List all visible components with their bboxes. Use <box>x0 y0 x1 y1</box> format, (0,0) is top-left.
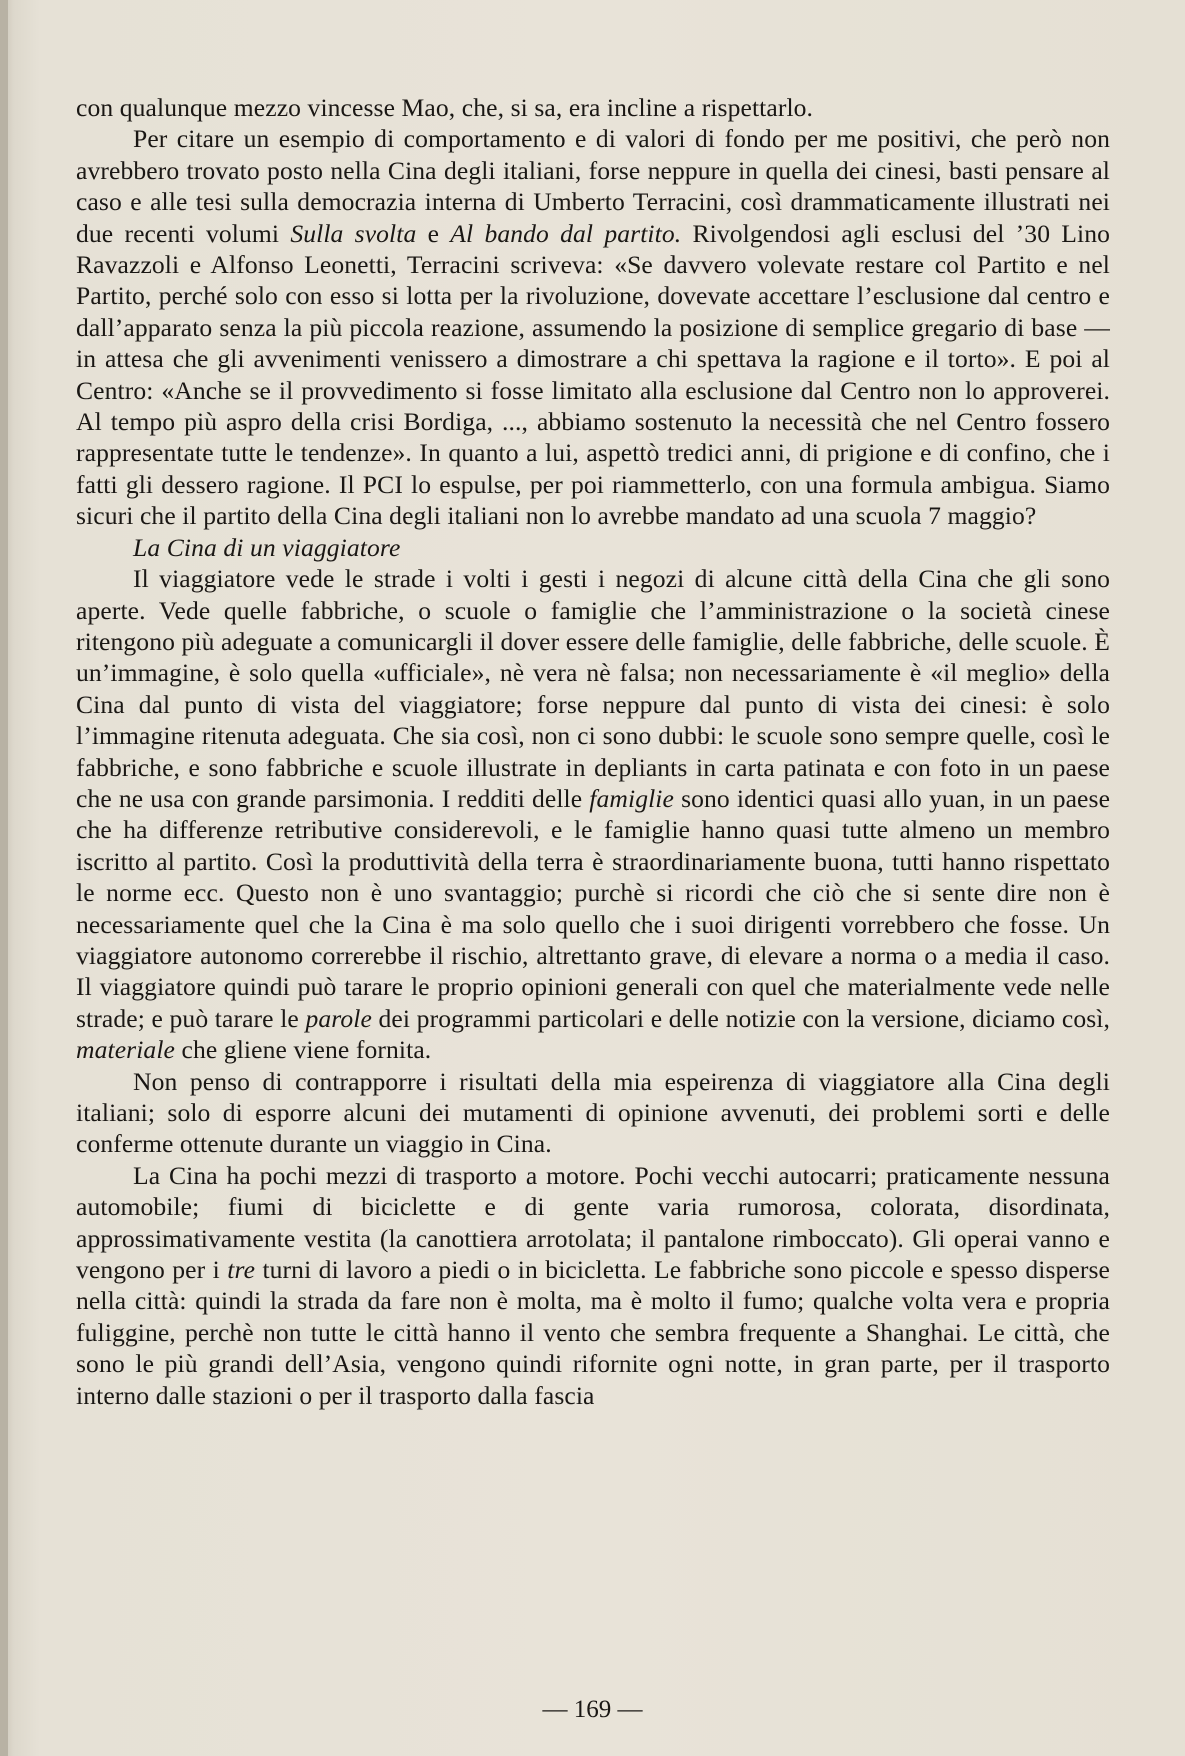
emphasis-famiglie: famiglie <box>589 783 674 813</box>
page-binding-edge <box>0 0 8 1756</box>
book-title-al-bando: Al bando dal partito. <box>450 218 682 248</box>
paragraph-viaggiatore-c: dei programmi particolari e delle notizie con la versione, diciamo così, <box>378 1003 1110 1033</box>
paragraph-continuation: con qualunque mezzo vincesse Mao, che, si sa, era incline a rispettarlo. <box>76 93 814 122</box>
conjunction: e <box>427 218 440 248</box>
paragraph-viaggiatore-d: che gliene viene fornita. <box>181 1035 432 1065</box>
section-heading: La Cina di un viaggiatore <box>133 532 401 562</box>
paragraph-esperienza: Non penso di contrapporre i risultati della mia espeirenza di viaggiatore alla Cina degli italiani; solo di esporre alcuni dei mutamenti di opinione avvenuti, dei problemi sorti e delle conferme ottenute durante un viaggio in Cina. <box>76 1066 1110 1159</box>
body-text <box>76 92 1110 1411</box>
book-title-sulla-svolta: Sulla svolta <box>290 218 417 248</box>
emphasis-tre: tre <box>227 1255 256 1285</box>
paragraph-trasporto-b: turni di lavoro a piedi o in bicicletta. Le fabbriche sono piccole e spesso disperse nella città: quindi la strada da fare non è molta, ma è molto il fumo; qualche volta vera e propria fuliggine, perchè non tutte le città hanno il vento che sembra frequente a Shanghai. Le città, che sono le più grandi dell’Asia, vengono quindi rifornite ogni notte, in gran parte, per il trasporto interno dalle stazioni o per il trasporto dalla fascia <box>76 1255 1111 1410</box>
paragraph-trasporto <box>76 1160 1110 1411</box>
paragraph-trasporto-a: La Cina ha pochi mezzi di trasporto a motore. Pochi vecchi autocarri; praticamente nessuna automobile; fiumi di biciclette e di gente varia rumorosa, colorata, disordinata, approssimativamente vestita (la canottiera arrotolata; il pantalone rimboccato). Gli operai vanno e vengono per i <box>76 1160 1110 1285</box>
paragraph-viaggiatore <box>76 563 1110 1066</box>
page-number: — 169 — <box>542 1696 643 1723</box>
emphasis-materiale: materiale <box>76 1035 175 1065</box>
paragraph-viaggiatore-a: Il viaggiatore vede le strade i volti i gesti i negozi di alcune città della Cina che gli sono aperte. Vede quelle fabbriche, o scuole o famiglie che l’amministrazione o la società cinese ritengono più adeguate a comunicargli il dover essere delle famiglie, delle fabbriche, delle scuole. È un’immagine, è solo quella «ufficiale», nè vera nè falsa; non necessariamente è «il meglio» della Cina dal punto di vista del viaggiatore; forse neppure dal punto di vista dei cinesi: è solo l’immagine ritenuta adeguata. Che sia così, non ci sono dubbi: le scuole sono sempre quelle, così le fabbriche, e sono fabbriche e scuole illustrate in depliants in carta patinata e con foto in un paese che ne usa con grande parsimonia. I redditi delle <box>76 564 1110 813</box>
paragraph-terracini <box>76 123 1110 531</box>
paragraph-viaggiatore-b: sono identici quasi allo yuan, in un paese che ha differenze retributive considerevoli, e le famiglie hanno quasi tutte almeno un membro iscritto al partito. Così la produttività della terra è straordinariamente buona, tutti hanno rispettato le norme ecc. Questo non è uno svantaggio; purchè si ricordi che ciò che si sente dire non è necessariamente quel che la Cina è ma solo quello che i suoi dirigenti vorrebbero che fosse. Un viaggiatore autonomo correrebbe il rischio, altrettanto grave, di elevare a norma o a media il caso. Il viaggiatore quindi può tarare le proprio opinioni generali con quel che materialmente vede nelle strade; e può tarare le <box>76 783 1111 1033</box>
emphasis-parole: parole <box>305 1003 372 1033</box>
paragraph-terracini-rest: Rivolgendosi agli esclusi del ’30 Lino Ravazzoli e Alfonso Leonetti, Terracini scriveva: «Se davvero volevate restare col Partito e nel Partito, perché solo con esso si lotta per la rivoluzione, dovevate accettare l’esclusione dal centro e dall’apparato senza la più piccola reazione, assumendo la posizione di semplice gregario di base — in attesa che gli avvenimenti venissero a dimostrare a chi spettava la ragione e il torto». E poi al Centro: «Anche se il provvedimento si fosse limitato alla esclusione dal Centro non lo approverei. Al tempo più aspro della crisi Bordiga, ..., abbiamo sostenuto la necessità che nel Centro fossero rappresentate tutte le tendenze». In quanto a lui, aspettò tredici anni, di prigione e di confino, che i fatti gli dessero ragione. Il PCI lo espulse, per poi riammetterlo, con una formula ambigua. Siamo sicuri che il partito della Cina degli italiani non lo avrebbe mandato ad una scuola 7 maggio? <box>76 218 1111 531</box>
paragraph-terracini-text: Per citare un esempio di comportamento e di valori di fondo per me positivi, che però non avrebbero trovato posto nella Cina degli italiani, forse neppure in quella dei cinesi, basti pensare al caso e alle tesi sulla democrazia interna di Umberto Terracini, così drammaticamente illustrati nei due recenti volumi <box>76 124 1110 248</box>
